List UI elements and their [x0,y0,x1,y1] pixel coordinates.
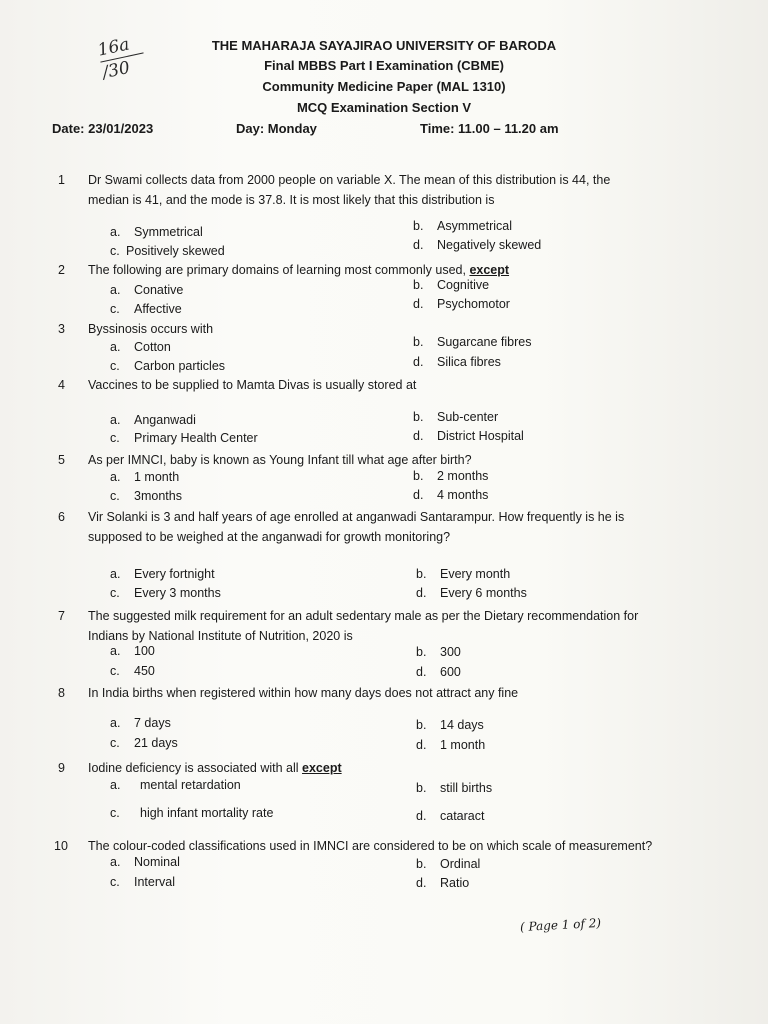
option-text: Primary Health Center [134,431,258,445]
paper-title: Community Medicine Paper (MAL 1310) [262,79,506,94]
option-a [110,225,203,239]
question-number: 10 [54,839,68,853]
option-letter: c. [110,806,120,820]
option-d [416,738,485,752]
option-b [413,469,488,483]
option-d [416,665,461,679]
option-c [110,489,182,503]
question-text-line: Indians by National Institute of Nutrition, 2020 is [88,629,353,643]
option-c [110,359,225,373]
option-text: District Hospital [437,429,524,443]
exam-day: Day: Monday [236,121,317,136]
option-letter: b. [413,335,424,349]
score-numerator: 16a [96,34,132,61]
option-b [413,219,512,233]
option-text: Psychomotor [437,297,510,311]
option-letter: d. [416,876,427,890]
question-text [88,507,688,547]
option-text: 3months [134,489,182,503]
option-a [110,716,171,730]
option-c [110,586,221,600]
question-text [88,606,688,646]
option-letter: b. [416,857,427,871]
option-letter: a. [110,716,121,730]
option-d [413,355,501,369]
question-text: In India births when registered within how many days does not attract any fine [88,686,519,700]
question-text-line: median is 41, and the mode is 37.8. It is most likely that this distribution is [88,193,495,207]
option-text: 2 months [437,469,489,483]
option-c [110,431,258,445]
option-letter: b. [416,781,427,795]
option-d [416,586,527,600]
question-number: 1 [58,173,65,187]
option-text: Every 3 months [134,586,221,600]
exam-title: Final MBBS Part I Examination (CBME) [264,58,504,73]
option-b [416,718,484,732]
option-text: Interval [134,875,175,889]
question-text: As per IMNCI, baby is known as Young Infant till what age after birth? [88,453,472,467]
option-b [413,278,489,292]
option-letter: a. [110,340,121,354]
option-letter: b. [416,645,427,659]
section-title: MCQ Examination Section V [296,100,472,115]
page-number-note: ( Page 1 of 2) [519,915,602,935]
option-c [110,736,178,750]
question-text-line: Iodine deficiency is associated with all [88,761,299,775]
option-a [110,567,215,581]
option-d [413,429,524,443]
option-letter: b. [413,278,424,292]
option-a [110,340,171,354]
question-text: The colour-coded classifications used in IMNCI are considered to be on which scale of measurement? [88,839,653,853]
question-number: 2 [58,263,65,277]
option-letter: d. [416,586,427,600]
option-letter: b. [413,410,424,424]
option-letter: d. [416,738,427,752]
option-text: Ratio [440,876,470,890]
option-letter: d. [413,488,424,502]
option-b [416,645,461,659]
option-text: 4 months [437,488,489,502]
option-d [416,809,484,823]
question-text [88,260,688,280]
option-text: 14 days [440,718,484,732]
option-a [110,778,241,792]
question-text-line: Dr Swami collects data from 2000 people on variable X. The mean of this distribution is 44, the [88,173,611,187]
option-a [110,644,155,658]
option-b [416,781,492,795]
question-text-line: The following are primary domains of learning most commonly used, [88,263,466,277]
option-letter: a. [110,778,121,792]
option-c [110,302,182,316]
option-d [413,297,510,311]
option-letter: c. [110,875,120,889]
university-name: THE MAHARAJA SAYAJIRAO UNIVERSITY OF BARODA [211,38,557,53]
question-number: 3 [58,322,65,336]
option-text: Negatively skewed [437,238,542,252]
option-letter: c. [110,431,120,445]
emphasis-word: except [302,761,342,775]
option-letter: a. [110,283,121,297]
option-d [416,876,469,890]
option-b [416,857,480,871]
option-text: Every 6 months [440,586,527,600]
option-text: Conative [134,283,184,297]
option-text: Carbon particles [134,359,226,373]
question-number: 5 [58,453,65,467]
question-number: 6 [58,510,65,524]
option-letter: c. [110,736,120,750]
question-number: 7 [58,609,65,623]
option-text: 21 days [134,736,178,750]
option-text: Ordinal [440,857,481,871]
option-text: 1 month [134,470,180,484]
option-text: Positively skewed [126,244,225,258]
option-a [110,855,180,869]
option-letter: a. [110,567,121,581]
option-text: Asymmetrical [437,219,513,233]
option-text: Nominal [134,855,180,869]
option-text: high infant mortality rate [140,806,274,820]
option-c [110,875,175,889]
question-text [88,758,688,778]
exam-date: Date: 23/01/2023 [52,121,154,136]
option-a [110,470,179,484]
option-letter: b. [413,469,424,483]
question-text: Byssinosis occurs with [88,322,214,336]
option-text: 1 month [440,738,486,752]
option-text: Cotton [134,340,171,354]
question-text: Vaccines to be supplied to Mamta Divas is usually stored at [88,378,417,392]
emphasis-word: except [469,263,510,277]
option-letter: c. [110,302,120,316]
option-letter: d. [416,665,427,679]
question-number: 9 [58,761,65,775]
question-text [88,170,688,210]
option-a [110,413,196,427]
option-text: 600 [440,665,461,679]
option-letter: c. [110,489,120,503]
option-letter: d. [413,297,424,311]
option-letter: d. [413,355,424,369]
option-text: 450 [134,664,155,678]
option-b [413,410,498,424]
option-text: Every month [440,567,511,581]
option-d [413,488,488,502]
option-letter: c. [110,664,120,678]
option-letter: d. [416,809,427,823]
option-letter: b. [413,219,424,233]
option-letter: b. [416,718,427,732]
option-text: Cognitive [437,278,490,292]
option-letter: a. [110,225,121,239]
option-a [110,283,183,297]
option-letter: c. [110,244,120,258]
option-text: Affective [134,302,182,316]
option-text: 100 [134,644,155,658]
option-text: 7 days [134,716,171,730]
option-b [416,567,510,581]
option-d [413,238,541,252]
option-letter: d. [413,238,424,252]
option-letter: c. [110,586,120,600]
option-text: Sub-center [437,410,499,424]
question-text-line: The suggested milk requirement for an adult sedentary male as per the Dietary recommendation for [88,609,639,623]
option-text: Anganwadi [134,413,196,427]
option-text: Sugarcane fibres [437,335,532,349]
option-b [413,335,532,349]
option-letter: a. [110,855,121,869]
question-number: 8 [58,686,65,700]
option-text: Silica fibres [437,355,501,369]
option-letter: a. [110,413,121,427]
score-denominator: /30 [100,57,132,84]
option-text: cataract [440,809,485,823]
question-text-line: Vir Solanki is 3 and half years of age enrolled at anganwadi Santarampur. How frequently is he is [88,510,625,524]
option-c [110,664,155,678]
question-text-line: supposed to be weighed at the anganwadi for growth monitoring? [88,530,451,544]
option-text: still births [440,781,493,795]
option-letter: c. [110,359,120,373]
option-letter: a. [110,644,121,658]
question-number: 4 [58,378,65,392]
option-text: 300 [440,645,461,659]
option-c [110,806,273,820]
exam-time: Time: 11.00 – 11.20 am [420,121,559,136]
option-c [110,244,225,258]
option-letter: d. [413,429,424,443]
option-letter: a. [110,470,121,484]
option-letter: b. [416,567,427,581]
option-text: Symmetrical [134,225,203,239]
option-text: mental retardation [140,778,241,792]
option-text: Every fortnight [134,567,215,581]
